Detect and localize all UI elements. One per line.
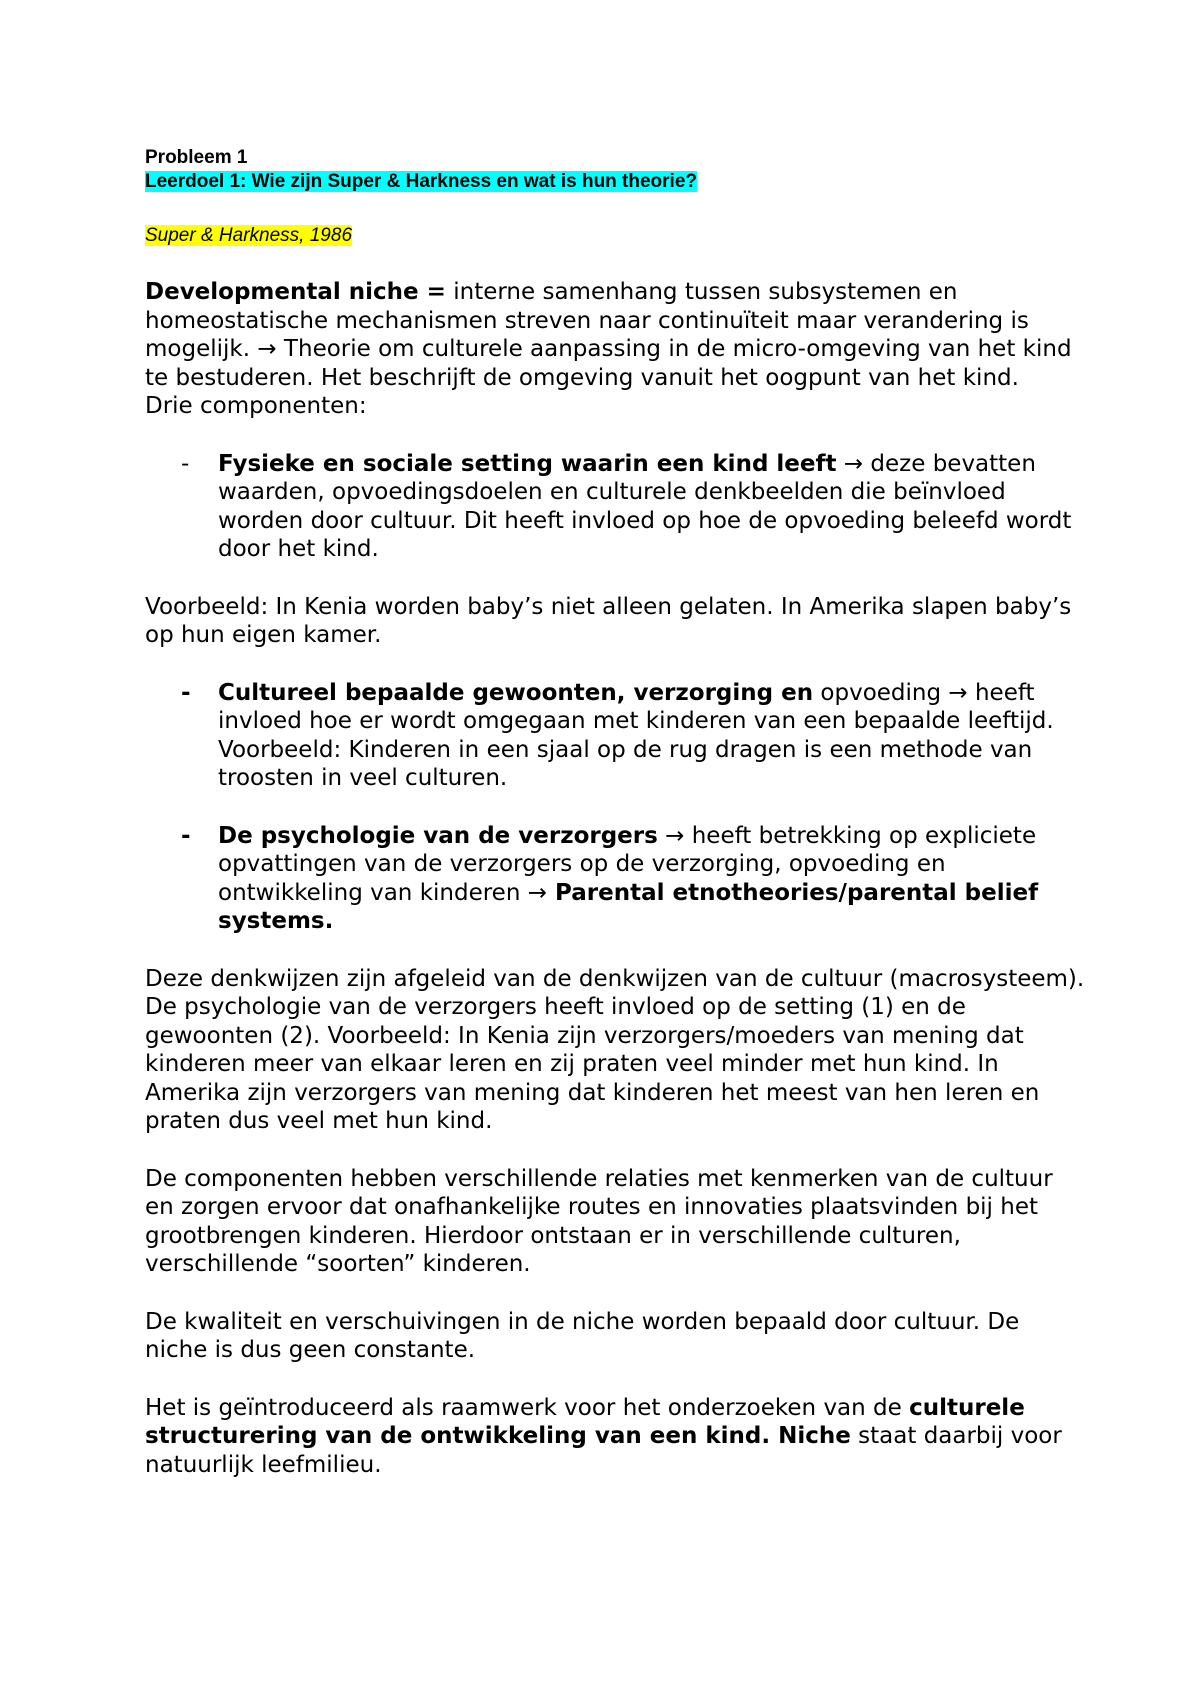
document-content [145, 146, 1085, 1479]
paragraph: De kwaliteit en verschuivingen in de niche worden bepaald door cultuur. De niche is dus geen constante. [145, 1308, 1020, 1363]
bullet-dash: - [181, 450, 190, 477]
developmental-niche-term: Developmental niche = [145, 279, 446, 305]
list-item: - De psychologie van de verzorgers → heeft betrekking op expliciete opvattingen van de verzorgers op de verzorging, opvoeding en ontwikkeling van kinderen → Parental etnotheories/parental belief systems. [145, 822, 1085, 936]
example-paragraph: Voorbeeld: In Kenia worden baby’s niet alleen gelaten. In Amerika slapen baby’s op hun eigen kamer. [145, 593, 1072, 648]
components-label: Drie componenten: [145, 393, 367, 419]
arrow-icon: → [843, 450, 864, 477]
arrow-icon: → [665, 822, 685, 849]
intro-paragraph: Developmental niche = interne samenhang tussen subsystemen en homeostatische mechanismen streven naar continuïteit maar verandering is mogelijk. → Theorie om culturele aanpassing in de micro-omgeving van het kind te bestuderen. Het beschrijft de omgeving vanuit het oogpunt van het kind. [145, 279, 1072, 391]
final-paragraph: Het is geïntroduceerd als raamwerk voor het onderzoeken van de culturele structurering van de ontwikkeling van een kind. Niche staat daarbij voor natuurlijk leefmilieu. [145, 1394, 1062, 1478]
paragraph: De componenten hebben verschillende relaties met kenmerken van de cultuur en zorgen ervoor dat onafhankelijke routes en innovaties plaatsvinden bij het grootbrengen kinderen. Hierdoor ontstaan er in verschillende culturen, verschillende “soorten” kinderen. [145, 1165, 1053, 1277]
bullet-dash: - [181, 679, 191, 706]
arrow-icon: → [257, 336, 277, 362]
source-citation: Super & Harkness, 1986 [145, 225, 353, 246]
list-item: - Fysieke en sociale setting waarin een kind leeft → deze bevatten waarden, opvoedingsdoelen en culturele denkbeelden die beïnvloed worden door cultuur. Dit heeft invloed op hoe de opvoeding beleefd wordt door het kind. [145, 450, 1085, 564]
paragraph: Deze denkwijzen zijn afgeleid van de denkwijzen van de cultuur (macrosysteem). De psychologie van de verzorgers heeft invloed op de setting (1) en de gewoonten (2). Voorbeeld: In Kenia zijn verzorgers/moeders van mening dat kinderen meer van elkaar leren en zij praten veel minder met hun kind. In Amerika zijn verzorgers van mening dat kinderen het meest van hen leren en praten dus veel met hun kind. [145, 965, 1085, 1134]
problem-title: Probleem 1 [145, 147, 248, 168]
learning-goal-heading: Leerdoel 1: Wie zijn Super & Harkness en wat is hun theorie? [145, 171, 698, 192]
arrow-icon: → [948, 679, 968, 706]
bullet-dash: - [181, 822, 191, 849]
list-item: - Cultureel bepaalde gewoonten, verzorging en opvoeding → heeft invloed hoe er wordt omgegaan met kinderen van een bepaalde leeftijd. Voorbeeld: Kinderen in een sjaal op de rug dragen is een methode van troosten in veel culturen. [145, 679, 1085, 793]
arrow-icon: → [527, 879, 548, 906]
